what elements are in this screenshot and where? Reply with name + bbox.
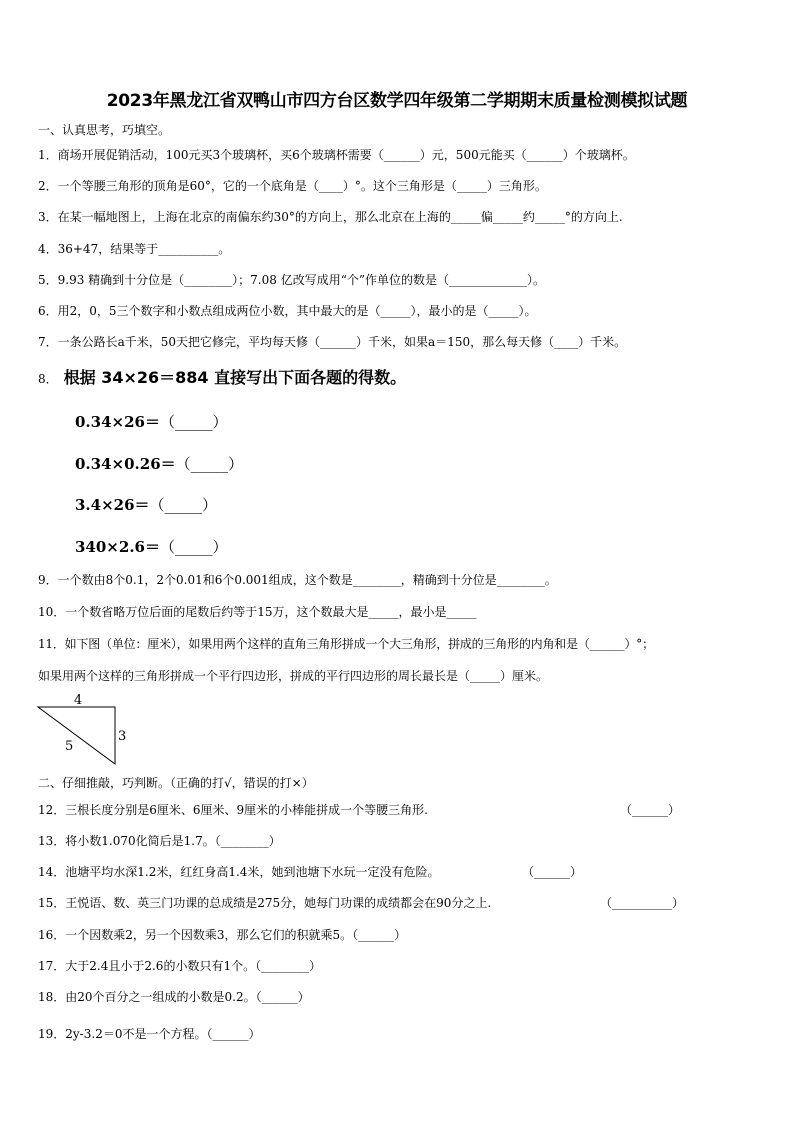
- question-8-number: 8．: [38, 372, 58, 386]
- calc-blank: （_____）: [159, 413, 228, 431]
- triangle-shape: [38, 707, 115, 764]
- question-11-continued: 如果用两个这样的三角形拼成一个平行四边形，拼成的平行四边形的周长最长是（_____）厘米。: [38, 669, 549, 683]
- calc-item: [75, 536, 228, 557]
- question-19: 19．2y-3.2＝0不是一个方程。（______）: [38, 1027, 261, 1041]
- question-18: 18．由20个百分之一组成的小数是0.2。（______）: [38, 990, 310, 1004]
- calc-item: [75, 411, 228, 432]
- calc-item: [75, 494, 217, 515]
- calc-blank: （_____）: [159, 538, 228, 556]
- question-11: 11．如下图（单位：厘米），如果用两个这样的直角三角形拼成一个大三角形，拼成的三角形的内角和是（______）°；: [38, 637, 654, 651]
- question-4: 4．36+47，结果等于__________。: [38, 242, 231, 256]
- question-6: 6．用2，0，5三个数字和小数点组成两位小数，其中最大的是（_____），最小的是（_____）。: [38, 304, 537, 318]
- question-10: 10．一个数省略万位后面的尾数后约等于15万，这个数最大是_____，最小是_____: [38, 605, 477, 619]
- question-8-text: 根据 34×26＝884 直接写出下面各题的得数。: [63, 368, 407, 387]
- question-17: 17．大于2.4且小于2.6的小数只有1个。（________）: [38, 959, 322, 973]
- answer-blank: （______）: [620, 803, 681, 817]
- question-8: [38, 365, 406, 388]
- right-triangle-figure: [30, 690, 140, 770]
- calc-blank: （_____）: [175, 455, 244, 473]
- question-5: 5．9.93 精确到十分位是（________）；7.08 亿改写成用“个”作单位的数是（_____________）。: [38, 273, 545, 287]
- triangle-hypotenuse-label: 5: [65, 739, 74, 754]
- calc-blank: （_____）: [149, 496, 218, 514]
- calc-expression: 3.4×26＝: [75, 496, 150, 514]
- question-16: 16．一个因数乘2，另一个因数乘3，那么它们的积就乘5。（______）: [38, 928, 407, 942]
- question-12: 12．三根长度分别是6厘米、6厘米、9厘米的小棒能拼成一个等腰三角形.: [38, 803, 428, 817]
- calc-expression: 0.34×26＝: [75, 413, 160, 431]
- page-title: 2023年黑龙江省双鸭山市四方台区数学四年级第二学期期末质量检测模拟试题: [106, 91, 688, 111]
- triangle-right-label: 3: [118, 729, 127, 744]
- section-1-heading: 一、认真思考，巧填空。: [38, 123, 171, 137]
- calc-item: [75, 453, 243, 474]
- answer-blank: （______）: [522, 865, 583, 879]
- question-14: 14．池塘平均水深1.2米，红红身高1.4米，她到池塘下水玩一定没有危险。: [38, 865, 440, 879]
- question-3: 3．在某一幅地图上，上海在北京的南偏东约30°的方向上，那么北京在上海的_____偏_____约_____°的方向上.: [38, 210, 623, 224]
- triangle-top-label: 4: [74, 693, 83, 708]
- calc-expression: 340×2.6＝: [75, 538, 160, 556]
- section-2-heading: 二、仔细推敲，巧判断。（正确的打√，错误的打×）: [38, 776, 314, 790]
- question-7: 7．一条公路长a千米，50天把它修完，平均每天修（______）千米，如果a＝150，那么每天修（____）千米。: [38, 335, 627, 349]
- question-13: 13．将小数1.070化简后是1.7。（________）: [38, 834, 281, 848]
- question-1: 1．商场开展促销活动，100元买3个玻璃杯，买6个玻璃杯需要（______）元，500元能买（______）个玻璃杯。: [38, 148, 635, 162]
- calc-expression: 0.34×0.26＝: [75, 455, 176, 473]
- question-2: 2．一个等腰三角形的顶角是60°，它的一个底角是（____）°。这个三角形是（_____）三角形。: [38, 179, 547, 193]
- question-9: 9．一个数由8个0.1，2个0.01和6个0.001组成，这个数是________，精确到十分位是________。: [38, 573, 557, 587]
- answer-blank: （__________）: [600, 896, 685, 910]
- question-15: 15．王悦语、数、英三门功课的总成绩是275分，她每门功课的成绩都会在90分之上.: [38, 896, 492, 910]
